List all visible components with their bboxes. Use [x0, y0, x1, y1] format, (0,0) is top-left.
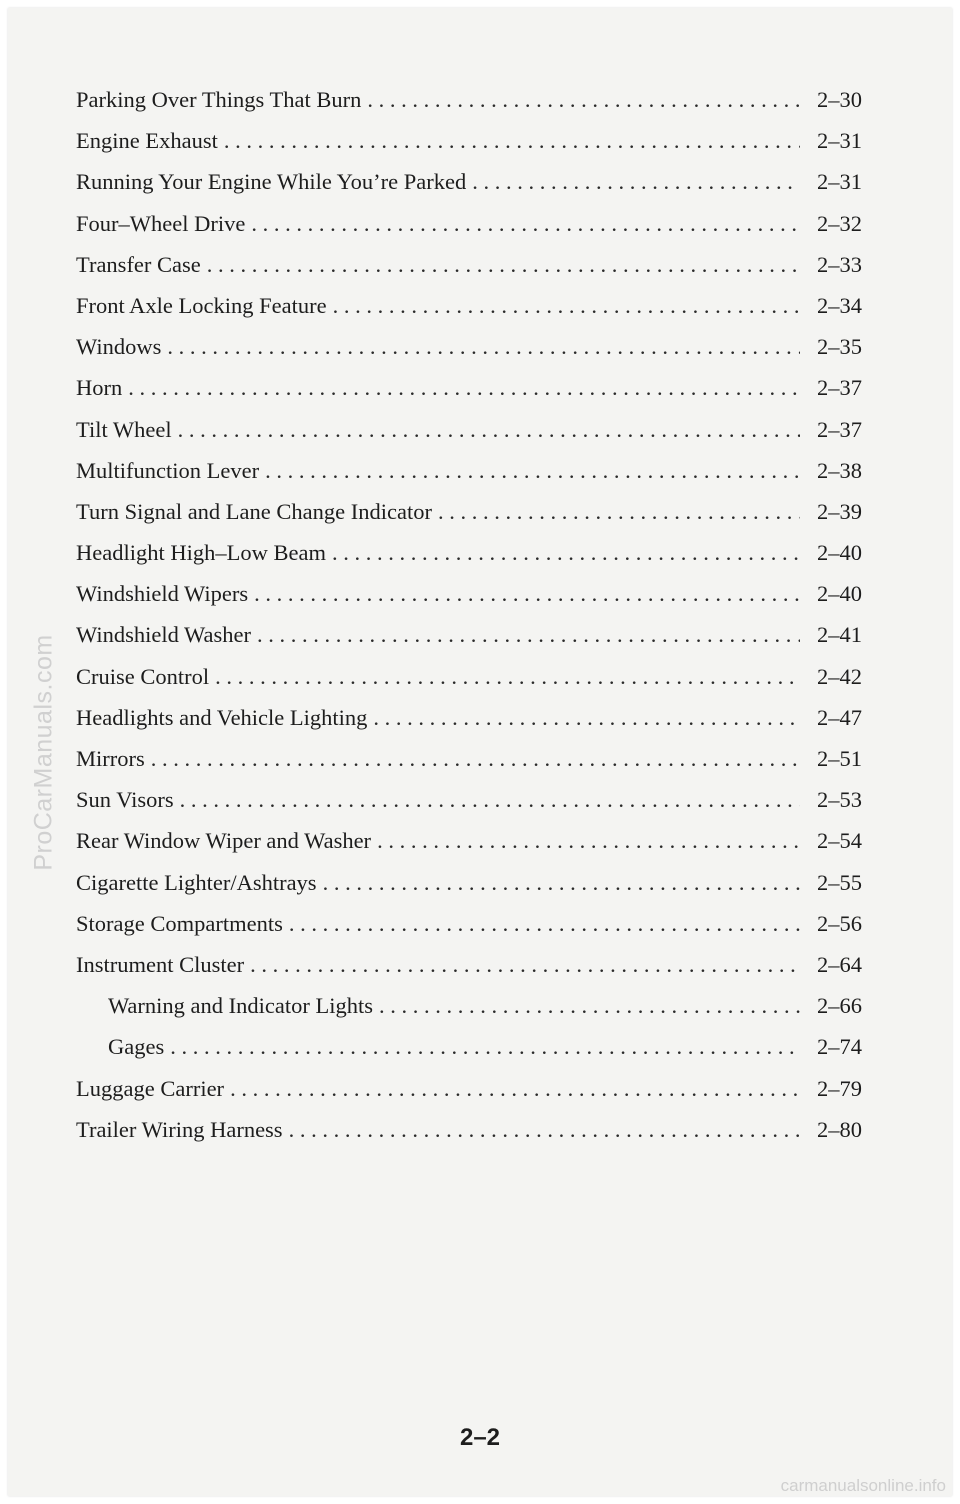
toc-entry-title: Instrument Cluster: [76, 951, 245, 977]
dot-leader: [332, 540, 800, 566]
toc-entry[interactable]: [76, 375, 862, 416]
toc-entry-title: Parking Over Things That Burn: [76, 87, 362, 112]
dot-leader: [128, 375, 800, 401]
watermark-procarmanuals-text: ProCarManuals.com: [29, 633, 58, 871]
toc-entry[interactable]: [76, 664, 862, 705]
toc-entry-title: Transfer Case: [76, 251, 201, 277]
toc-entry-page: 2–32: [817, 210, 862, 236]
dot-leader: [289, 1117, 800, 1143]
toc-entry-page: 2–31: [817, 169, 862, 195]
toc-entry-title: Gages: [108, 1034, 165, 1060]
dot-leader: [207, 252, 800, 278]
dot-leader: [379, 993, 800, 1019]
toc-entry-page: 2–41: [817, 622, 862, 648]
toc-entry-page: 2–33: [817, 251, 862, 277]
toc-entry-title: Mirrors: [76, 746, 145, 771]
toc-entry[interactable]: [76, 1117, 862, 1158]
toc-entry[interactable]: [76, 787, 862, 828]
toc-entry-title: Windows: [76, 334, 162, 360]
dot-leader: [265, 458, 800, 484]
toc-entry-title: Turn Signal and Lane Change Indicator: [76, 498, 432, 524]
toc-entry[interactable]: [76, 828, 862, 869]
toc-entry-title: Luggage Carrier: [76, 1075, 225, 1101]
dot-leader: [251, 211, 800, 237]
toc-entry-title: Windshield Wipers: [76, 581, 249, 607]
dot-leader: [472, 169, 800, 195]
dot-leader: [367, 87, 800, 113]
toc-entry-title: Horn: [76, 375, 123, 401]
toc-entry[interactable]: [76, 705, 862, 746]
toc-entry[interactable]: [76, 993, 862, 1034]
toc-entry-title: Trailer Wiring Harness: [76, 1116, 283, 1142]
toc-entry-title: Warning and Indicator Lights: [108, 993, 373, 1019]
toc-entry-page: 2–79: [817, 1075, 862, 1101]
dot-leader: [230, 1076, 800, 1102]
dot-leader: [373, 705, 800, 731]
toc-entry[interactable]: [76, 911, 862, 952]
toc-entry-title: Engine Exhaust: [76, 128, 218, 154]
toc-entry-title: Storage Compartments: [76, 910, 283, 936]
toc-entry[interactable]: [76, 1034, 862, 1075]
dot-leader: [257, 622, 800, 648]
toc-entry-title: Tilt Wheel: [76, 416, 172, 442]
dot-leader: [151, 746, 800, 772]
toc-entry-page: 2–47: [817, 704, 862, 730]
toc-entry[interactable]: [76, 334, 862, 375]
toc-entry-page: 2–35: [817, 334, 862, 360]
toc-entry[interactable]: [76, 499, 862, 540]
toc-entry-title: Rear Window Wiper and Washer: [76, 828, 372, 854]
toc-entry-page: 2–53: [817, 787, 862, 813]
toc-entry-page: 2–37: [817, 416, 862, 442]
dot-leader: [180, 787, 800, 813]
toc-entry[interactable]: [76, 540, 862, 581]
toc-entry[interactable]: [76, 1076, 862, 1117]
dot-leader: [178, 417, 800, 443]
toc-entry-page: 2–42: [817, 663, 862, 689]
toc-entry-page: 2–31: [817, 128, 862, 154]
toc-entry-title: Running Your Engine While You’re Parked: [76, 169, 467, 195]
toc-entry-title: Windshield Washer: [76, 622, 251, 648]
toc-entry[interactable]: [76, 417, 862, 458]
toc-entry-page: 2–74: [817, 1034, 862, 1060]
toc-entry-page: 2–30: [817, 87, 862, 112]
toc-entry-title: Cruise Control: [76, 663, 210, 689]
dot-leader: [323, 870, 800, 896]
toc-entry-page: 2–55: [817, 869, 862, 895]
toc-entry[interactable]: [76, 581, 862, 622]
toc-entry[interactable]: [76, 622, 862, 663]
toc-entry-title: Front Axle Locking Feature: [76, 292, 327, 318]
toc-entry[interactable]: [76, 211, 862, 252]
toc-entry-page: 2–66: [817, 993, 862, 1019]
toc-entry-page: 2–37: [817, 375, 862, 401]
toc-entry[interactable]: [76, 128, 862, 169]
dot-leader: [224, 128, 800, 154]
toc-entry-page: 2–40: [817, 540, 862, 566]
toc-entry-title: Sun Visors: [76, 787, 174, 813]
toc-entry-page: 2–54: [817, 828, 862, 854]
table-of-contents: [76, 87, 862, 1158]
toc-entry-page: 2–38: [817, 457, 862, 483]
dot-leader: [377, 828, 800, 854]
watermark-procarmanuals: [24, 604, 64, 900]
toc-entry[interactable]: [76, 87, 862, 128]
toc-entry[interactable]: [76, 169, 862, 210]
toc-entry-page: 2–51: [817, 746, 862, 771]
toc-entry[interactable]: [76, 293, 862, 334]
toc-entry-page: 2–64: [817, 951, 862, 977]
page-number: 2–2: [459, 1424, 501, 1451]
dot-leader: [170, 1034, 800, 1060]
toc-entry-title: Headlight High–Low Beam: [76, 540, 326, 566]
toc-entry-title: Headlights and Vehicle Lighting: [76, 704, 368, 730]
toc-entry[interactable]: [76, 458, 862, 499]
toc-entry-page: 2–34: [817, 292, 862, 318]
toc-entry-title: Cigarette Lighter/Ashtrays: [76, 869, 317, 895]
dot-leader: [289, 911, 800, 937]
dot-leader: [167, 334, 800, 360]
toc-entry[interactable]: [76, 746, 862, 787]
toc-entry[interactable]: [76, 252, 862, 293]
dot-leader: [215, 664, 800, 690]
document-page: [8, 8, 952, 1496]
toc-entry-page: 2–80: [817, 1116, 862, 1142]
dot-leader: [333, 293, 800, 319]
toc-entry[interactable]: [76, 870, 862, 911]
toc-entry-page: 2–40: [817, 581, 862, 607]
watermark-carmanualsonline: carmanualsonline.info: [780, 1476, 946, 1495]
toc-entry-title: Four–Wheel Drive: [76, 210, 246, 236]
dot-leader: [250, 952, 800, 978]
toc-entry[interactable]: [76, 952, 862, 993]
toc-entry-page: 2–56: [817, 910, 862, 936]
toc-entry-page: 2–39: [817, 498, 862, 524]
dot-leader: [254, 581, 800, 607]
dot-leader: [438, 499, 800, 525]
toc-entry-title: Multifunction Lever: [76, 457, 260, 483]
